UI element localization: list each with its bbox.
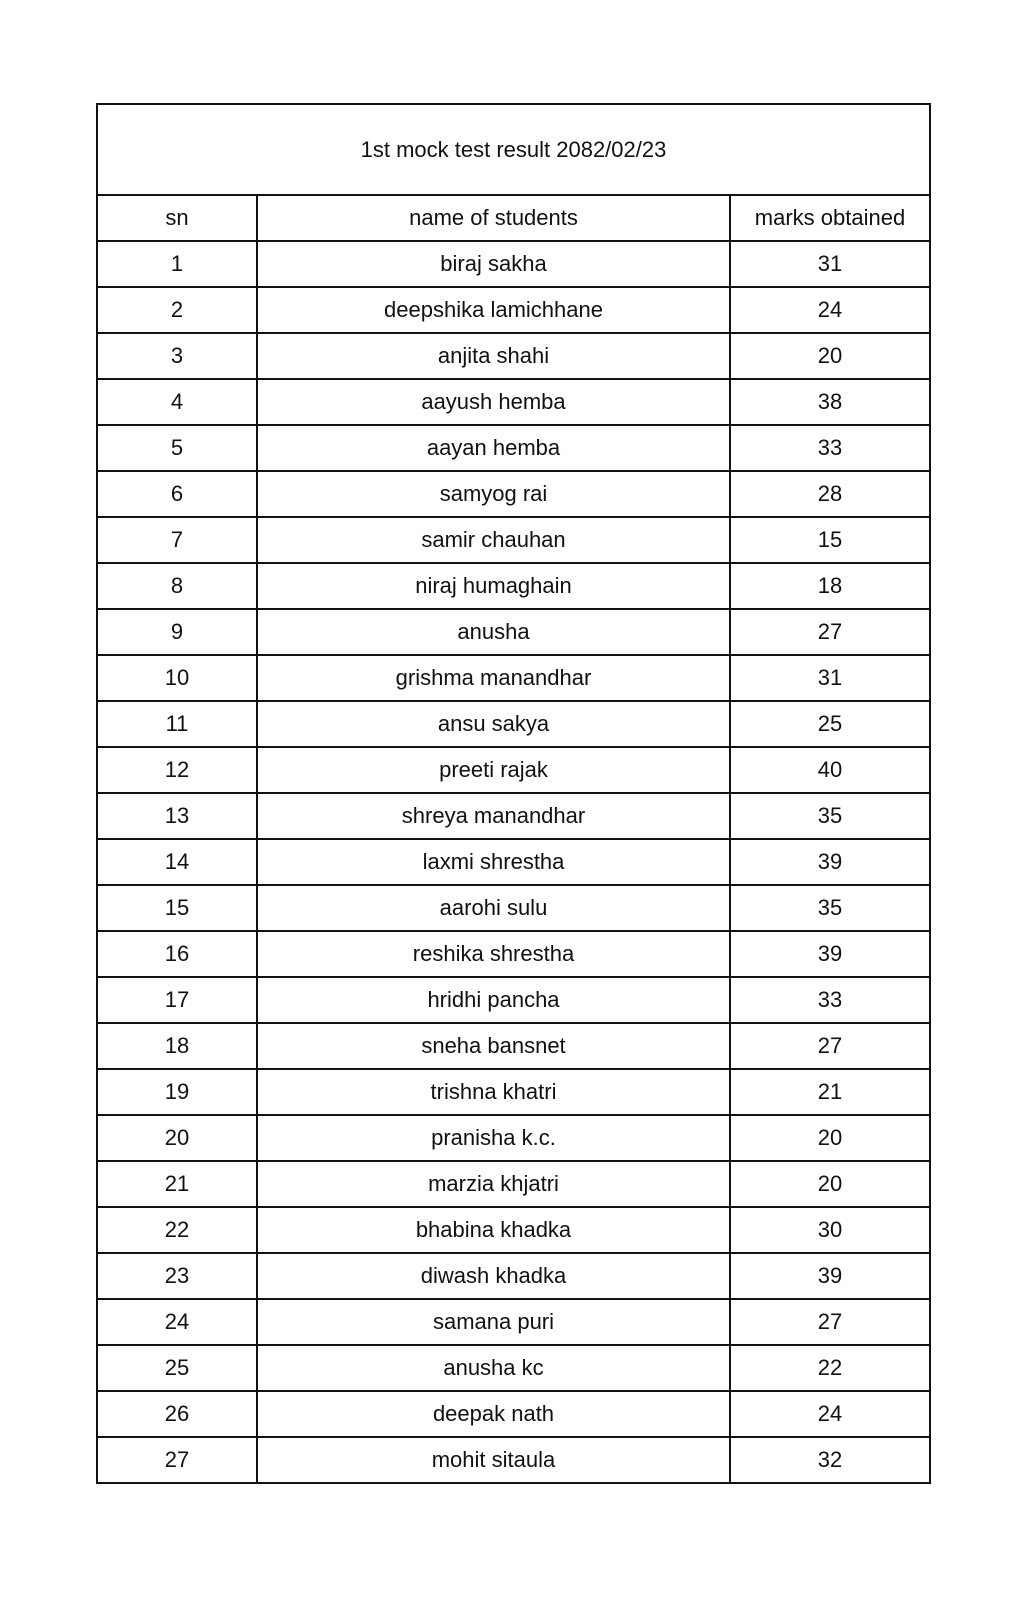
cell-sn: 8 (97, 563, 257, 609)
cell-marks: 28 (730, 471, 930, 517)
cell-student-name: trishna khatri (257, 1069, 730, 1115)
table-row (97, 379, 930, 425)
cell-student-name: niraj humaghain (257, 563, 730, 609)
table-row (97, 793, 930, 839)
cell-student-name: samyog rai (257, 471, 730, 517)
cell-marks: 39 (730, 839, 930, 885)
cell-student-name: anusha (257, 609, 730, 655)
table-row (97, 1115, 930, 1161)
cell-marks: 27 (730, 1299, 930, 1345)
cell-marks: 33 (730, 425, 930, 471)
cell-sn: 3 (97, 333, 257, 379)
cell-student-name: aayush hemba (257, 379, 730, 425)
cell-marks: 39 (730, 1253, 930, 1299)
header-row (97, 195, 930, 241)
table-row (97, 885, 930, 931)
table-row (97, 839, 930, 885)
cell-marks: 38 (730, 379, 930, 425)
cell-student-name: deepak nath (257, 1391, 730, 1437)
cell-sn: 21 (97, 1161, 257, 1207)
cell-sn: 7 (97, 517, 257, 563)
table-row (97, 1161, 930, 1207)
cell-student-name: grishma manandhar (257, 655, 730, 701)
cell-student-name: ansu sakya (257, 701, 730, 747)
cell-marks: 35 (730, 793, 930, 839)
table-row (97, 1023, 930, 1069)
cell-sn: 25 (97, 1345, 257, 1391)
column-header-name: name of students (257, 195, 730, 241)
cell-marks: 15 (730, 517, 930, 563)
cell-student-name: samana puri (257, 1299, 730, 1345)
cell-student-name: deepshika lamichhane (257, 287, 730, 333)
cell-student-name: reshika shrestha (257, 931, 730, 977)
cell-marks: 31 (730, 241, 930, 287)
cell-marks: 20 (730, 1115, 930, 1161)
table-row (97, 287, 930, 333)
cell-marks: 22 (730, 1345, 930, 1391)
cell-sn: 20 (97, 1115, 257, 1161)
cell-sn: 17 (97, 977, 257, 1023)
table-row (97, 333, 930, 379)
table-title: 1st mock test result 2082/02/23 (97, 104, 930, 195)
cell-student-name: shreya manandhar (257, 793, 730, 839)
cell-sn: 6 (97, 471, 257, 517)
cell-sn: 15 (97, 885, 257, 931)
cell-sn: 19 (97, 1069, 257, 1115)
cell-student-name: aayan hemba (257, 425, 730, 471)
table-row (97, 1437, 930, 1483)
table-row (97, 1069, 930, 1115)
cell-student-name: diwash khadka (257, 1253, 730, 1299)
cell-student-name: biraj sakha (257, 241, 730, 287)
table-row (97, 609, 930, 655)
cell-sn: 18 (97, 1023, 257, 1069)
table-row (97, 701, 930, 747)
table-row (97, 747, 930, 793)
cell-marks: 24 (730, 1391, 930, 1437)
cell-marks: 33 (730, 977, 930, 1023)
cell-marks: 27 (730, 1023, 930, 1069)
cell-student-name: hridhi pancha (257, 977, 730, 1023)
cell-marks: 30 (730, 1207, 930, 1253)
cell-sn: 23 (97, 1253, 257, 1299)
cell-student-name: pranisha k.c. (257, 1115, 730, 1161)
cell-student-name: laxmi shrestha (257, 839, 730, 885)
table-row (97, 1253, 930, 1299)
cell-sn: 2 (97, 287, 257, 333)
column-header-sn: sn (97, 195, 257, 241)
cell-marks: 18 (730, 563, 930, 609)
table-row (97, 241, 930, 287)
cell-sn: 16 (97, 931, 257, 977)
cell-student-name: anjita shahi (257, 333, 730, 379)
cell-sn: 22 (97, 1207, 257, 1253)
table-row (97, 1391, 930, 1437)
cell-marks: 32 (730, 1437, 930, 1483)
cell-marks: 40 (730, 747, 930, 793)
cell-marks: 31 (730, 655, 930, 701)
cell-student-name: sneha bansnet (257, 1023, 730, 1069)
table-row (97, 471, 930, 517)
cell-sn: 24 (97, 1299, 257, 1345)
table-row (97, 1345, 930, 1391)
cell-sn: 12 (97, 747, 257, 793)
table-body (97, 241, 930, 1483)
cell-marks: 20 (730, 1161, 930, 1207)
table-row (97, 517, 930, 563)
cell-sn: 4 (97, 379, 257, 425)
cell-marks: 21 (730, 1069, 930, 1115)
cell-sn: 11 (97, 701, 257, 747)
cell-marks: 35 (730, 885, 930, 931)
cell-sn: 9 (97, 609, 257, 655)
cell-sn: 10 (97, 655, 257, 701)
cell-sn: 13 (97, 793, 257, 839)
cell-marks: 27 (730, 609, 930, 655)
cell-sn: 14 (97, 839, 257, 885)
title-row (97, 104, 930, 195)
table-row (97, 931, 930, 977)
result-table (96, 103, 931, 1484)
table-row (97, 425, 930, 471)
cell-student-name: marzia khjatri (257, 1161, 730, 1207)
table-row (97, 977, 930, 1023)
cell-marks: 20 (730, 333, 930, 379)
cell-sn: 5 (97, 425, 257, 471)
cell-student-name: anusha kc (257, 1345, 730, 1391)
cell-student-name: samir chauhan (257, 517, 730, 563)
result-sheet (96, 103, 929, 1484)
cell-sn: 1 (97, 241, 257, 287)
table-row (97, 563, 930, 609)
cell-marks: 25 (730, 701, 930, 747)
column-header-marks: marks obtained (730, 195, 930, 241)
cell-sn: 27 (97, 1437, 257, 1483)
table-row (97, 655, 930, 701)
table-row (97, 1207, 930, 1253)
cell-marks: 39 (730, 931, 930, 977)
cell-student-name: mohit sitaula (257, 1437, 730, 1483)
cell-student-name: preeti rajak (257, 747, 730, 793)
cell-student-name: bhabina khadka (257, 1207, 730, 1253)
cell-marks: 24 (730, 287, 930, 333)
cell-student-name: aarohi sulu (257, 885, 730, 931)
table-row (97, 1299, 930, 1345)
cell-sn: 26 (97, 1391, 257, 1437)
